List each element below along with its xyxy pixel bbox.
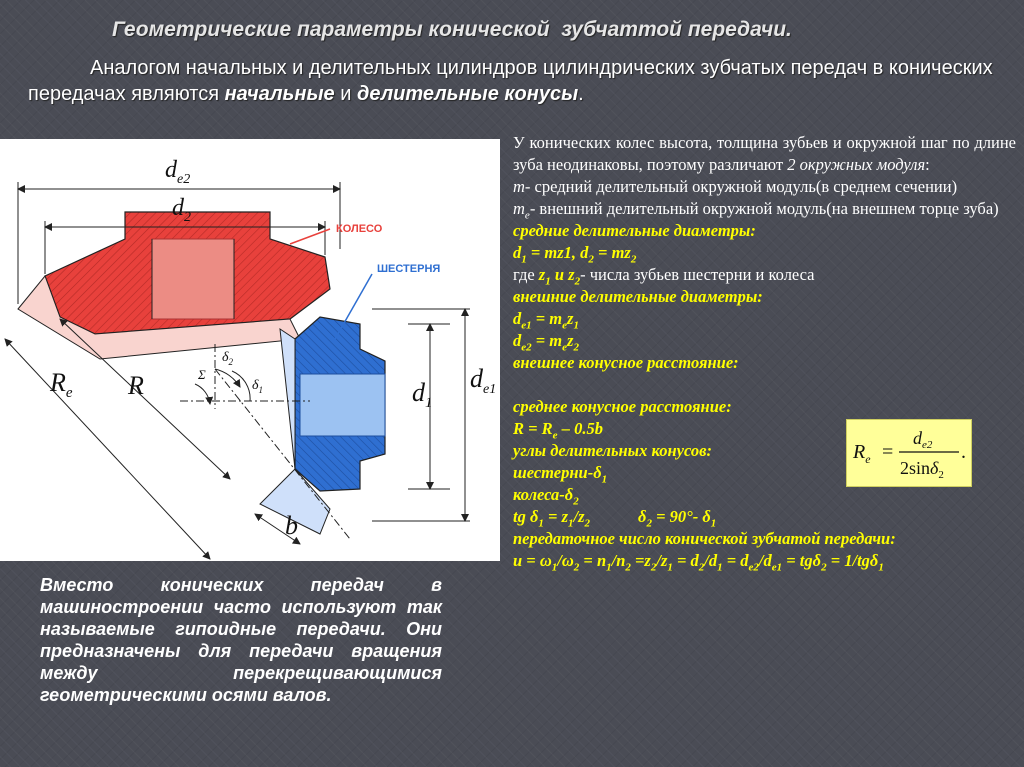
tg-formula: tg $\delta_1 = z_1/z_2$ $\delta_2 = 90^\circ-$ $\delta_1$ bbox=[513, 507, 717, 530]
formulas-column bbox=[513, 132, 1016, 572]
cone-distance-formula bbox=[847, 420, 971, 486]
label-shesternya: ШЕСТЕРНЯ bbox=[377, 263, 441, 275]
angle-pinion: шестерни-$\delta_1$ bbox=[513, 463, 608, 486]
formula-lhs: $R_e$ bbox=[853, 441, 871, 466]
wheel-bore bbox=[152, 239, 234, 319]
module-me: $m_e-$ внешний делительный окружной модуль(на внешнем торце зуба) bbox=[513, 199, 999, 222]
label-delta2: $\delta_2$ bbox=[222, 350, 234, 367]
bevel-gear-drawing bbox=[0, 139, 500, 561]
label-Re: $R_e$ bbox=[50, 368, 73, 401]
where-line: где $z_1$ и $z_2-$ числа зубьев шестерни и колеса bbox=[513, 265, 815, 288]
label-de1: $d_{e1}$ bbox=[470, 364, 497, 397]
cone-ext-label: внешнее конусное расстояние: bbox=[513, 353, 739, 372]
intro-text-2: и bbox=[334, 83, 357, 105]
label-R: R bbox=[128, 371, 144, 400]
formula-dot: . bbox=[961, 441, 966, 463]
mid-diam-formula: $d_1 = mz1$, $d_2 = mz_2$ bbox=[513, 243, 637, 266]
label-de2: $d_{e2}$ bbox=[165, 157, 191, 187]
label-sigma: Σ bbox=[198, 367, 206, 382]
modules-intro: У конических колес высота, толщина зубьев и окружной шаг по длине зуба неодинаковы, поэтому различают 2 окружных модуля: bbox=[513, 133, 1016, 174]
intro-text-3: . bbox=[578, 83, 584, 105]
de1-formula: $d_{e1} = m_ez_1$ bbox=[513, 309, 579, 332]
de2-formula: $d_{e2} = m_ez_2$ bbox=[513, 331, 579, 354]
label-d2: $d_2$ bbox=[172, 195, 191, 225]
label-d1: $d_1$ bbox=[412, 378, 433, 411]
module-m: m- средний делительный окружной модуль(в среднем сечении) bbox=[513, 177, 958, 196]
cone-mid-formula: $R = R_e - 0.5b$ bbox=[513, 419, 603, 442]
pinion-gear bbox=[260, 317, 385, 534]
page-title: Геометрические параметры конической зубчаттой передачи. bbox=[112, 18, 792, 41]
formula-numerator: $d_{e2}$ bbox=[913, 428, 933, 451]
intro-term-delitelnye: делительные конусы bbox=[356, 83, 579, 105]
angle-wheel: колеса-$\delta_2$ bbox=[513, 485, 579, 508]
ext-diam-label: внешние делительные диаметры: bbox=[513, 287, 763, 306]
angles-label: углы делительных конусов: bbox=[513, 441, 712, 460]
hypoid-note: Вместо конических передач в машиностроении часто используют так называемые гипоидные передачи. Они предназначены для передачи вращения между перекрещивающимися геометрическими осями валов. bbox=[40, 575, 442, 705]
label-b: b bbox=[285, 511, 298, 540]
intro-paragraph bbox=[28, 55, 1003, 107]
ratio-formula: $u = \omega_1/\omega_2 = n_1/n_2 =z_2/z_1 = d_2/d_1 = d_{e2}/d_{e1} = tg\delta_2 = 1/tg\delta_1$ bbox=[513, 551, 884, 574]
label-koleso: КОЛЕСО bbox=[336, 223, 383, 235]
cone-distance-formula-box bbox=[846, 419, 972, 487]
cone-mid-label: среднее конусное расстояние: bbox=[513, 397, 732, 416]
formula-denominator: 2sinδ$_2$ bbox=[900, 458, 944, 481]
pinion-bore bbox=[300, 374, 385, 436]
intro-term-nachalnye: начальные bbox=[224, 83, 335, 105]
intro-text-1: Аналогом начальных и делительных цилиндров цилиндрических зубчатых передач в конических передачах являются bbox=[28, 57, 993, 105]
ratio-label: передаточное число конической зубчатой передачи: bbox=[513, 529, 896, 548]
mid-diam-label: средние делительные диаметры: bbox=[513, 221, 756, 240]
gear-diagram-svg bbox=[0, 139, 500, 561]
label-delta1: $\delta_1$ bbox=[252, 378, 264, 395]
formula-eq: = bbox=[882, 441, 894, 463]
